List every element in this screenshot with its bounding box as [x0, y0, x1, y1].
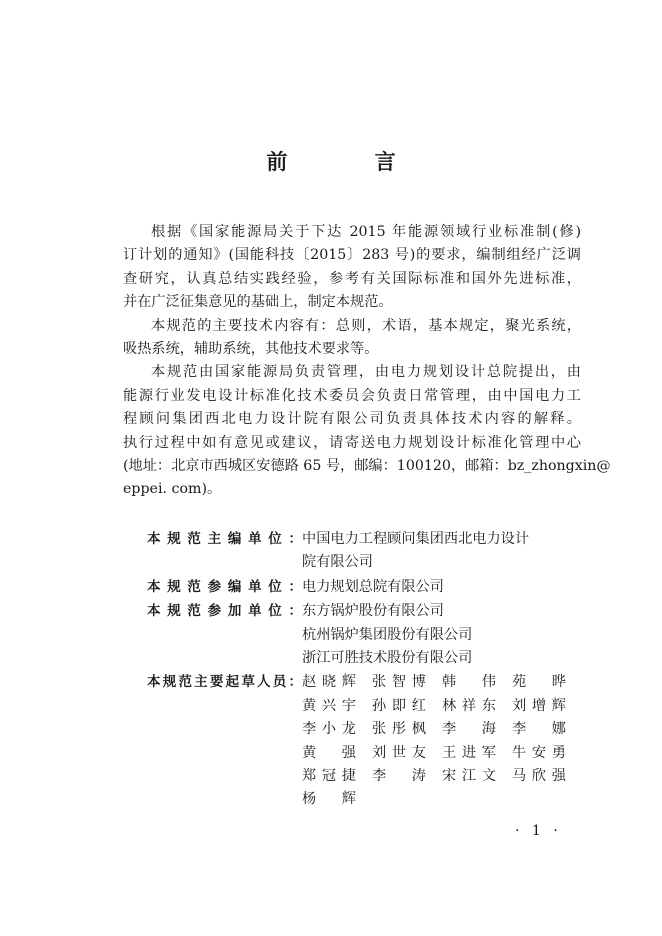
organization-name: 中国电力工程顾问集团西北电力设计 [302, 531, 530, 547]
drafter-name: 李 海 [442, 721, 496, 738]
organization-name: 杭州锅炉集团股份有限公司 [302, 626, 473, 643]
paragraph-2 [123, 315, 581, 362]
credit-value [302, 528, 587, 575]
drafter-names [302, 671, 587, 811]
drafter-name: 孙即红 [372, 697, 426, 714]
drafter-name: 黄 强 [302, 744, 356, 761]
drafter-name: 苑 晔 [512, 674, 566, 691]
text-line: 查研究，认真总结实践经验，参考有关国际标准和国外先进标准， [123, 270, 581, 287]
organization-name: 东方锅炉股份有限公司 [302, 603, 444, 620]
credit-label: 本规范主要起草人员： [147, 674, 302, 691]
credit-row-drafters [147, 671, 587, 811]
drafter-name: 杨 辉 [302, 791, 356, 808]
text-line: 执行过程中如有意见或建议，请寄送电力规划设计标准化管理中心 [123, 434, 581, 451]
credit-row-chief-editor [147, 528, 587, 575]
drafter-name: 王进军 [442, 744, 496, 761]
credit-label: 本规范主编单位： [147, 531, 302, 547]
text-line: 能源行业发电设计标准化技术委员会负责日常管理，由中国电力工 [123, 387, 581, 404]
drafter-name: 李 涛 [372, 768, 426, 785]
credit-value [302, 600, 587, 670]
page-number: · 1 · [515, 823, 562, 839]
organization-name: 院有限公司 [302, 554, 373, 571]
page-title: 前 言 [266, 150, 436, 174]
text-line: 本规范由国家能源局负责管理，由电力规划设计总院提出，由 [151, 364, 581, 381]
paragraph-1 [123, 221, 581, 315]
credits-section [147, 528, 587, 813]
drafter-name: 张智博 [372, 674, 426, 691]
drafter-name: 韩 伟 [442, 674, 496, 691]
drafter-name: 李小龙 [302, 721, 356, 738]
credit-value [302, 671, 587, 811]
text-line: 并在广泛征集意见的基础上，制定本规范。 [123, 294, 393, 311]
credit-value [302, 576, 587, 599]
text-line: 吸热系统，辅助系统，其他技术要求等。 [123, 341, 379, 358]
text-line: (地址：北京市西城区安德路 65 号，邮编：100120，邮箱：bz_zhongxin@ [123, 458, 611, 475]
text-line: 本规范的主要技术内容有：总则，术语，基本规定，聚光系统， [151, 317, 581, 334]
text-line: eppei. com)。 [123, 481, 222, 498]
credit-row-participants [147, 600, 587, 670]
credit-label: 本规范参加单位： [147, 603, 302, 620]
credit-label: 本规范参编单位： [147, 578, 302, 595]
drafter-name: 张彤枫 [372, 721, 426, 738]
drafter-name: 马欣强 [512, 768, 566, 785]
drafter-name: 宋江文 [442, 768, 496, 785]
drafter-name: 李 娜 [512, 721, 566, 738]
text-line: 订计划的通知》(国能科技〔2015〕283 号)的要求，编制组经广泛调 [123, 247, 581, 264]
drafter-name: 赵晓辉 [302, 674, 356, 691]
organization-name: 电力规划总院有限公司 [302, 578, 444, 595]
text-line: 程顾问集团西北电力设计院有限公司负责具体技术内容的解释。 [123, 411, 581, 428]
drafter-name: 郑冠捷 [302, 768, 356, 785]
paragraph-3 [123, 361, 611, 501]
organization-name: 浙江可胜技术股份有限公司 [302, 650, 473, 667]
drafter-name: 黄兴宇 [302, 697, 356, 714]
credit-row-co-editor [147, 576, 587, 599]
text-line: 根据《国家能源局关于下达 2015 年能源领域行业标准制(修) [151, 224, 581, 240]
drafter-name: 牛安勇 [512, 744, 566, 761]
drafter-name: 林祥东 [442, 697, 496, 714]
preface-body [123, 221, 611, 502]
drafter-name: 刘增辉 [512, 697, 566, 714]
drafter-name: 刘世友 [372, 744, 426, 761]
